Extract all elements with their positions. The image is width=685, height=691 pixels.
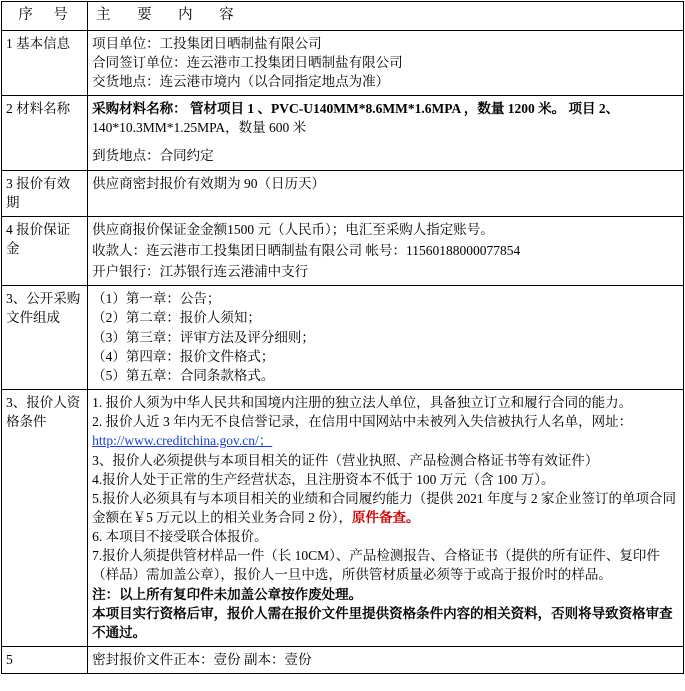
validity-line-1: 供应商密封报价有效期为 90（日历天）	[92, 175, 325, 191]
table-row	[2, 647, 684, 674]
qualification-item-3: 3、报价人必须提供与本项目相关的证件（营业执照、产品检测合格证书等有效证件）	[92, 452, 599, 468]
qualification-item-1: 1. 报价人须为中华人民共和国境内注册的独立法人单位，具备独立订立和履行合同的能力。	[92, 395, 633, 411]
qualification-post-review-note: 本项目实行资格后审，报价人需在报价文件里提供资格条件内容的相关资料，否则将导致资格审查不通过。	[92, 605, 673, 640]
doc-composition-item-2: （2）第二章：报价人须知；	[92, 310, 261, 326]
row-index-material-name: 2 材料名称	[2, 96, 88, 170]
row-index-deposit: 4 报价保证金	[2, 216, 88, 285]
qualification-note: 注：以上所有复印件未加盖公章按作废处理。	[92, 586, 363, 602]
row-index-basic-info: 1 基本信息	[2, 30, 88, 95]
table-row	[2, 170, 684, 216]
row-index-validity: 3 报价有效期	[2, 170, 88, 216]
basic-info-line-1: 项目单位：工投集团日晒制盐有限公司	[92, 35, 322, 51]
table-header-row	[2, 2, 684, 31]
qualification-item-5-text: 5.报价人必须具有与本项目相关的业绩和合同履约能力（提供 2021 年度与 2 家企业签订的单项合同金额在￥5 万元以上的相关业务合同 2 份），	[92, 490, 676, 526]
material-line-1: 采购材料名称： 管材项目 1 、PVC-U140MM*8.6MM*1.6MPA ，数量 1200 米。 项目 2、	[92, 101, 620, 117]
table-row	[2, 30, 684, 95]
row-content-validity	[88, 170, 684, 216]
qualification-item-6: 6. 本项目不接受联合体报价。	[92, 529, 268, 545]
row-content-sealed-docs	[88, 647, 684, 674]
basic-info-line-2: 合同签订单位：连云港市工投集团日晒制盐有限公司	[92, 54, 403, 70]
table-row	[2, 96, 684, 170]
row-content-basic-info	[88, 30, 684, 95]
qualification-item-2: 2. 报价人近 3 年内无不良信誉记录，在信用中国网站中未被列入失信被执行人名单，网址：	[92, 414, 633, 430]
sealed-docs-line-1: 密封报价文件正本：壹份 副本：壹份	[92, 652, 312, 668]
row-index-sealed-docs: 5	[2, 647, 88, 674]
row-content-doc-composition	[88, 286, 684, 390]
header-cell-index: 序 号	[2, 2, 88, 31]
row-content-material-name	[88, 96, 684, 170]
credit-china-link[interactable]: http://www.creditchina.gov.cn/；	[92, 433, 273, 449]
doc-composition-item-5: （5）第五章：合同条款格式。	[92, 367, 275, 383]
qualification-item-5	[92, 489, 679, 527]
qualification-item-5-emphasis: 原件备查。	[352, 510, 420, 526]
row-content-deposit	[88, 216, 684, 285]
deposit-line-3: 开户银行：江苏银行连云港浦中支行	[92, 264, 309, 280]
deposit-line-2: 收款人：连云港市工投集团日晒制盐有限公司 帐号：11560188000077854	[92, 242, 521, 258]
material-delivery-place: 到货地点：合同约定	[92, 148, 214, 164]
doc-composition-item-4: （4）第四章：报价文件格式；	[92, 348, 275, 364]
qualification-item-7: 7.报价人须提供管材样品一件（长 10CM）、产品检测报告、合格证书（提供的所有证件、复印件（样品）需加盖公章），报价人一旦中选，所供管材质量必须等于或高于报价时的样品。	[92, 548, 660, 583]
material-line-2: 140*10.3MM*1.25MPA，数量 600 米	[92, 120, 307, 136]
row-content-qualification	[88, 390, 684, 647]
table-row	[2, 286, 684, 390]
row-index-qualification: 3、报价人资格条件	[2, 390, 88, 647]
doc-composition-item-1: （1）第一章：公告；	[92, 291, 221, 307]
basic-info-line-3: 交货地点：连云港市境内（以合同指定地点为准）	[92, 73, 390, 89]
doc-composition-item-3: （3）第三章：评审方法及评分细则；	[92, 329, 315, 345]
main-document-table	[1, 1, 684, 674]
qualification-item-4: 4.报价人处于正常的生产经营状态，且注册资本不低于 100 万元（含 100 万）。	[92, 471, 555, 487]
header-cell-content: 主 要 内 容	[88, 2, 684, 31]
table-row	[2, 216, 684, 285]
deposit-line-1: 供应商报价保证金金额1500 元（人民币）；电汇至采购人指定账号。	[92, 221, 494, 237]
row-index-doc-composition: 3、公开采购文件组成	[2, 286, 88, 390]
table-row	[2, 390, 684, 647]
